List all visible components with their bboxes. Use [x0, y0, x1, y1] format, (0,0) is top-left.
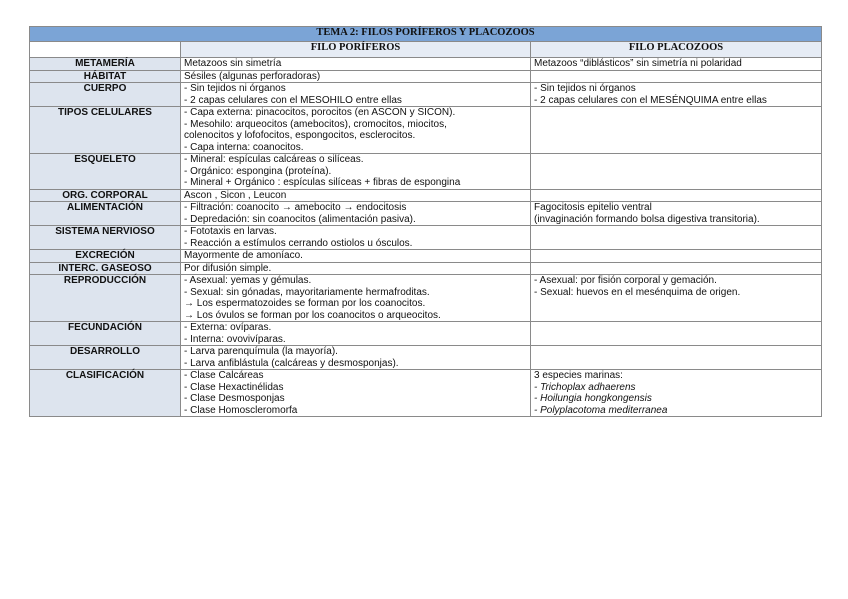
- cell-poriferos: [181, 322, 531, 346]
- table-row: [30, 250, 822, 263]
- row-label: TIPOS CELULARES: [30, 107, 181, 154]
- cell-placozoos: [531, 70, 822, 83]
- cell-line: - Clase Hexactinélidas: [184, 381, 284, 393]
- row-label: DESARROLLO: [30, 346, 181, 370]
- cell-line: - Capa externa: pinacocitos, porocitos (en ASCON y SICON).: [184, 107, 456, 118]
- row-label: ALIMENTACIÓN: [30, 202, 181, 226]
- table-row: [30, 322, 822, 346]
- cell-line: Metazoos “diblásticos” sin simetría ni polaridad: [534, 58, 742, 69]
- row-label: CUERPO: [30, 83, 181, 107]
- table-row: [30, 262, 822, 275]
- row-label: SISTEMA NERVIOSO: [30, 226, 181, 250]
- cell-line: - Capa interna: coanocitos.: [184, 141, 304, 153]
- table-row: [30, 275, 822, 322]
- cell-placozoos: [531, 322, 822, 346]
- cell-line: - Hoilungia hongkongensis: [534, 393, 652, 404]
- cell-line: (invaginación formando bolsa digestiva transitoria).: [534, 213, 760, 225]
- table-body: [30, 58, 822, 417]
- cell-placozoos: [531, 107, 822, 154]
- column-header-poriferos: FILO PORÍFEROS: [181, 42, 531, 58]
- cell-placozoos: [531, 262, 822, 275]
- cell-placozoos: [531, 83, 822, 107]
- cell-placozoos: [531, 250, 822, 263]
- cell-poriferos: [181, 250, 531, 263]
- cell-poriferos: [181, 275, 531, 322]
- cell-line: - Sexual: sin gónadas, mayoritariamente hermafroditas.: [184, 286, 430, 298]
- cell-poriferos: [181, 107, 531, 154]
- cell-poriferos: [181, 70, 531, 83]
- cell-placozoos: [531, 58, 822, 71]
- cell-line: - Sin tejidos ni órganos: [184, 83, 286, 94]
- cell-line: - Asexual: yemas y gémulas.: [184, 275, 312, 286]
- row-label: INTERC. GASEOSO: [30, 262, 181, 275]
- row-label: HÁBITAT: [30, 70, 181, 83]
- cell-line: → Los espermatozoides se forman por los coanocitos.: [184, 298, 426, 309]
- cell-placozoos: [531, 370, 822, 417]
- row-label: FECUNDACIÓN: [30, 322, 181, 346]
- corner-cell: [30, 42, 181, 58]
- cell-line: - Clase Calcáreas: [184, 370, 264, 381]
- cell-poriferos: [181, 346, 531, 370]
- cell-line: Ascon , Sicon , Leucon: [184, 189, 287, 201]
- table-row: [30, 70, 822, 83]
- row-label: ORG. CORPORAL: [30, 189, 181, 202]
- cell-line: - Externa: ovíparas.: [184, 322, 272, 333]
- table-row: [30, 346, 822, 370]
- cell-line: 3 especies marinas:: [534, 370, 623, 381]
- cell-line: Mayormente de amoníaco.: [184, 250, 303, 261]
- cell-line: - Trichoplax adhaerens: [534, 381, 636, 393]
- table-row: [30, 202, 822, 226]
- comparison-table: [29, 26, 822, 417]
- cell-line: - Mesohilo: arqueocitos (amebocitos), cromocitos, miocitos,: [184, 118, 447, 130]
- table-row: [30, 58, 822, 71]
- column-header-placozoos: FILO PLACOZOOS: [531, 42, 822, 58]
- cell-line: colenocitos y lofofocitos, espongocitos, esclerocitos.: [184, 130, 416, 141]
- cell-line: - 2 capas celulares con el MESÉNQUIMA entre ellas: [534, 94, 767, 106]
- table-row: [30, 107, 822, 154]
- table-title: TEMA 2: FILOS PORÍFEROS Y PLACOZOOS: [30, 27, 822, 42]
- cell-line: - Fototaxis en larvas.: [184, 226, 277, 237]
- cell-line: - Sin tejidos ni órganos: [534, 83, 636, 94]
- cell-line: - Sexual: huevos en el mesénquima de origen.: [534, 286, 741, 298]
- cell-line: - Larva anfiblástula (calcáreas y desmosponjas).: [184, 357, 399, 369]
- cell-poriferos: [181, 189, 531, 202]
- cell-line: - 2 capas celulares con el MESOHILO entre ellas: [184, 94, 402, 106]
- cell-line: Fagocitosis epitelio ventral: [534, 202, 652, 213]
- table-row: [30, 189, 822, 202]
- cell-line: - Mineral: espículas calcáreas o silíceas.: [184, 154, 364, 165]
- table-row: [30, 154, 822, 190]
- table-row: [30, 226, 822, 250]
- cell-line: - Interna: ovovivíparas.: [184, 333, 286, 345]
- cell-line: - Mineral + Orgánico : espículas silíceas + fibras de espongina: [184, 177, 461, 188]
- row-label: ESQUELETO: [30, 154, 181, 190]
- table-row: [30, 370, 822, 417]
- cell-line: Metazoos sin simetría: [184, 58, 282, 69]
- row-label: METAMERÍA: [30, 58, 181, 71]
- cell-placozoos: [531, 226, 822, 250]
- cell-poriferos: [181, 262, 531, 275]
- cell-poriferos: [181, 226, 531, 250]
- cell-poriferos: [181, 202, 531, 226]
- row-label: EXCRECIÓN: [30, 250, 181, 263]
- cell-placozoos: [531, 189, 822, 202]
- cell-line: - Polyplacotoma mediterranea: [534, 404, 668, 416]
- cell-line: - Depredación: sin coanocitos (alimentación pasiva).: [184, 213, 416, 225]
- cell-poriferos: [181, 58, 531, 71]
- cell-placozoos: [531, 275, 822, 322]
- cell-poriferos: [181, 370, 531, 417]
- cell-line: Por difusión simple.: [184, 262, 272, 274]
- cell-placozoos: [531, 202, 822, 226]
- cell-line: Sésiles (algunas perforadoras): [184, 70, 321, 82]
- cell-line: - Clase Homoscleromorfa: [184, 404, 298, 416]
- cell-line: → Los óvulos se forman por los coanocitos o arqueocitos.: [184, 309, 441, 321]
- cell-line: - Clase Desmosponjas: [184, 393, 285, 404]
- cell-placozoos: [531, 346, 822, 370]
- cell-line: - Orgánico: espongina (proteína).: [184, 165, 332, 177]
- row-label: CLASIFICACIÓN: [30, 370, 181, 417]
- cell-line: - Filtración: coanocito → amebocito → endocitosis: [184, 202, 407, 213]
- row-label: REPRODUCCIÓN: [30, 275, 181, 322]
- cell-poriferos: [181, 154, 531, 190]
- cell-line: - Larva parenquímula (la mayoría).: [184, 346, 338, 357]
- cell-line: - Asexual: por fisión corporal y gemación.: [534, 275, 717, 286]
- cell-poriferos: [181, 83, 531, 107]
- table-row: [30, 83, 822, 107]
- cell-placozoos: [531, 154, 822, 190]
- cell-line: - Reacción a estímulos cerrando ostiolos u ósculos.: [184, 237, 413, 249]
